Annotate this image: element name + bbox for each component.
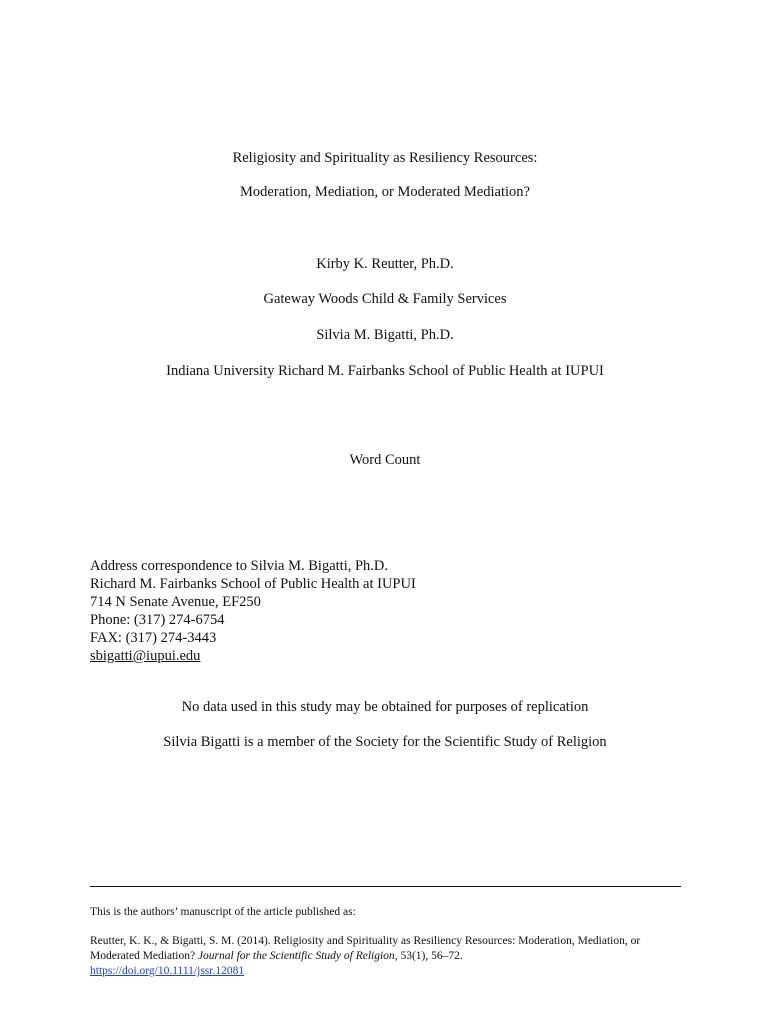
correspondence-fax: FAX: (317) 274-3443: [90, 630, 217, 646]
doi-link[interactable]: https://doi.org/10.1111/jssr.12081: [90, 965, 245, 977]
citation-journal: Journal for the Scientific Study of Religion: [197, 950, 395, 962]
author-2-name: Silvia M. Bigatti, Ph.D.: [316, 327, 454, 343]
word-count-label: Word Count: [349, 452, 421, 468]
correspondence-email-link[interactable]: sbigatti@iupui.edu: [90, 648, 201, 664]
correspondence-line-2: Richard M. Fairbanks School of Public Health at IUPUI: [90, 576, 416, 592]
membership-statement: Silvia Bigatti is a member of the Society for the Scientific Study of Religion: [163, 734, 607, 750]
correspondence-line-3: 714 N Senate Avenue, EF250: [90, 594, 261, 610]
footnote-intro: This is the authors’ manuscript of the article published as:: [90, 906, 356, 918]
citation-text: Reutter, K. K., & Bigatti, S. M. (2014). Religiosity and Spirituality as Resiliency Resources: Moderation, Mediation, or Moderated Mediation?: [90, 935, 641, 962]
title-line-2: Moderation, Mediation, or Moderated Mediation?: [240, 184, 530, 200]
correspondence-block: [90, 557, 416, 665]
data-availability-statement: No data used in this study may be obtained for purposes of replication: [181, 699, 589, 715]
title-line-1: Religiosity and Spirituality as Resiliency Resources:: [232, 150, 538, 166]
citation-volume-pages: , 53(1), 56–72.: [394, 950, 463, 962]
author-2-affiliation: Indiana University Richard M. Fairbanks School of Public Health at IUPUI: [166, 363, 604, 379]
footnote-divider: [90, 886, 681, 887]
author-1-affiliation: Gateway Woods Child & Family Services: [263, 291, 507, 307]
footnote-citation: [90, 934, 690, 979]
correspondence-phone: Phone: (317) 274-6754: [90, 612, 225, 628]
correspondence-line-1: Address correspondence to Silvia M. Bigatti, Ph.D.: [90, 558, 389, 574]
author-1-name: Kirby K. Reutter, Ph.D.: [316, 256, 454, 272]
